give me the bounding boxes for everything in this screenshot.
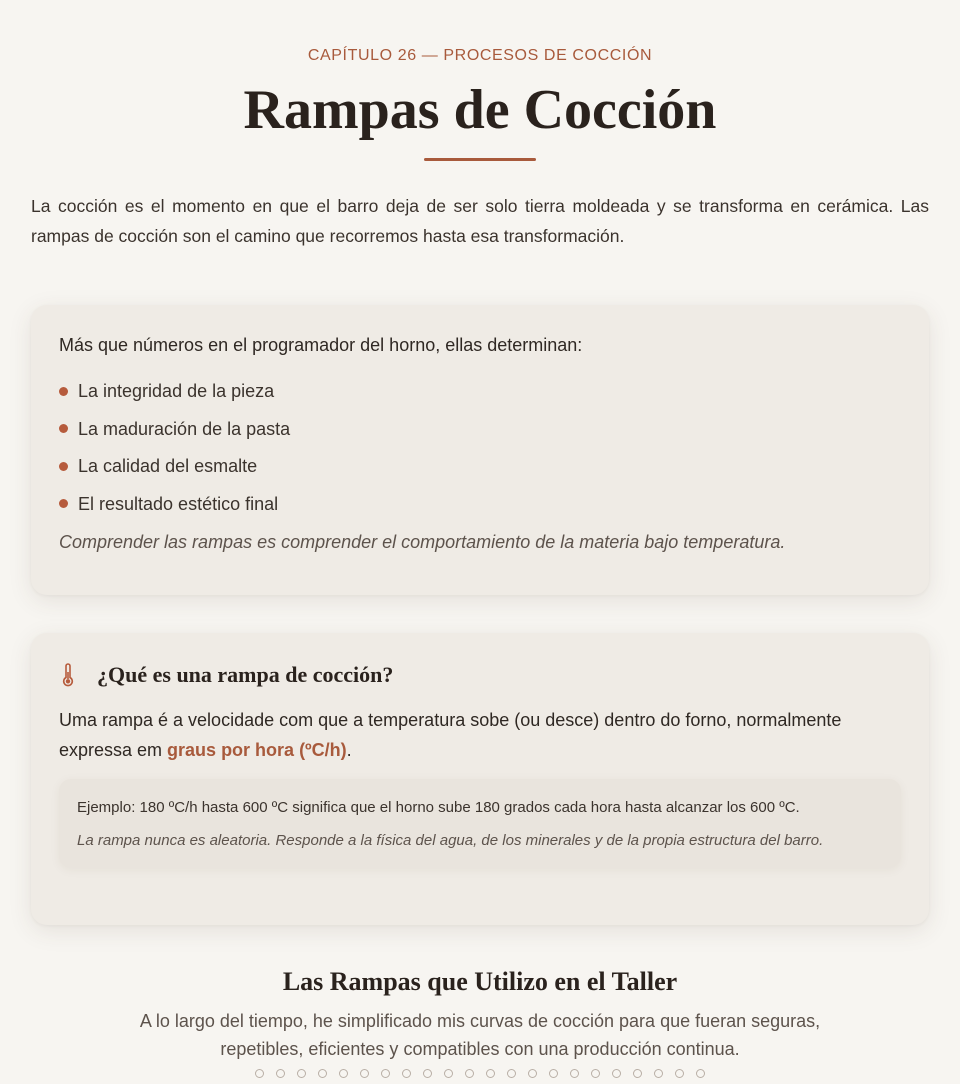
pagination-dot[interactable]	[654, 1069, 663, 1078]
list-item	[59, 377, 901, 405]
pagination-dot[interactable]	[549, 1069, 558, 1078]
bullet-dot-icon	[59, 424, 68, 433]
bullet-dot-icon	[59, 462, 68, 471]
pagination-dot[interactable]	[423, 1069, 432, 1078]
page-title: Rampas de Cocción	[243, 79, 717, 141]
pagination-dot[interactable]	[633, 1069, 642, 1078]
chapter-page	[31, 0, 929, 1063]
list-item-label: La maduración de la pasta	[78, 418, 291, 439]
definition-text	[59, 705, 901, 765]
definition-text-start: Uma rampa é a velocidade com que a temperatura sobe (ou desce) dentro do forno, normalmente expressa em	[59, 710, 842, 760]
bullet-dot-icon	[59, 499, 68, 508]
pagination-dot[interactable]	[360, 1069, 369, 1078]
list-item	[59, 490, 901, 518]
pagination-dot[interactable]	[444, 1069, 453, 1078]
definition-card	[31, 633, 929, 925]
list-item	[59, 415, 901, 443]
determinants-note: Comprender las rampas es comprender el comportamiento de la materia bajo temperatura.	[59, 531, 786, 552]
pagination-dot[interactable]	[591, 1069, 600, 1078]
title-underline	[424, 158, 536, 161]
pagination-dot[interactable]	[255, 1069, 264, 1078]
definition-heading: ¿Qué es una rampa de cocción?	[97, 662, 394, 687]
intro-paragraph: La cocción es el momento en que el barro deja de ser solo tierra moldeada y se transforma en cerámica. Las rampas de cocción son el camino que recorremos hasta esa transformación.	[31, 196, 929, 246]
pagination-dot[interactable]	[528, 1069, 537, 1078]
pagination-dot[interactable]	[612, 1069, 621, 1078]
pagination-dot[interactable]	[381, 1069, 390, 1078]
pagination-dot[interactable]	[696, 1069, 705, 1078]
pagination-dot[interactable]	[297, 1069, 306, 1078]
pagination-dots	[0, 1069, 960, 1078]
definition-heading-row	[59, 659, 901, 691]
pagination-dot[interactable]	[318, 1069, 327, 1078]
example-note: La rampa nunca es aleatoria. Responde a la física del agua, de los minerales y de la propia estructura del barro.	[77, 832, 824, 849]
list-item-label: La integridad de la pieza	[78, 381, 275, 401]
example-line: Ejemplo: 180 ºC/h hasta 600 ºC significa que el horno sube 180 grados cada hora hasta alcanzar los 600 ºC.	[77, 799, 800, 816]
pagination-dot[interactable]	[402, 1069, 411, 1078]
determinants-lead: Más que números en el programador del horno, ellas determinan:	[59, 335, 583, 355]
list-item	[59, 452, 901, 480]
list-item-label: La calidad del esmalte	[78, 456, 258, 476]
definition-text-end: .	[346, 740, 352, 760]
pagination-dot[interactable]	[570, 1069, 579, 1078]
pagination-dot[interactable]	[507, 1069, 516, 1078]
example-box	[59, 779, 901, 868]
pagination-dot[interactable]	[276, 1069, 285, 1078]
determinants-card	[31, 305, 929, 595]
pagination-dot[interactable]	[339, 1069, 348, 1078]
list-item-label: El resultado estético final	[78, 493, 279, 514]
pagination-dot[interactable]	[465, 1069, 474, 1078]
thermometer-icon	[61, 663, 75, 687]
pagination-dot[interactable]	[486, 1069, 495, 1078]
section-subtitle: A lo largo del tiempo, he simplificado mis curvas de cocción para que fueran seguras, repetibles, eficientes y compatibles con una producción continua.	[139, 1011, 821, 1059]
pagination-dot[interactable]	[675, 1069, 684, 1078]
determinants-list	[59, 377, 901, 518]
bullet-dot-icon	[59, 387, 68, 396]
section-title: Las Rampas que Utilizo en el Taller	[282, 967, 678, 996]
definition-highlight: graus por hora (ºC/h)	[167, 740, 347, 760]
chapter-kicker: CAPÍTULO 26 — PROCESOS DE COCCIÓN	[307, 47, 653, 64]
